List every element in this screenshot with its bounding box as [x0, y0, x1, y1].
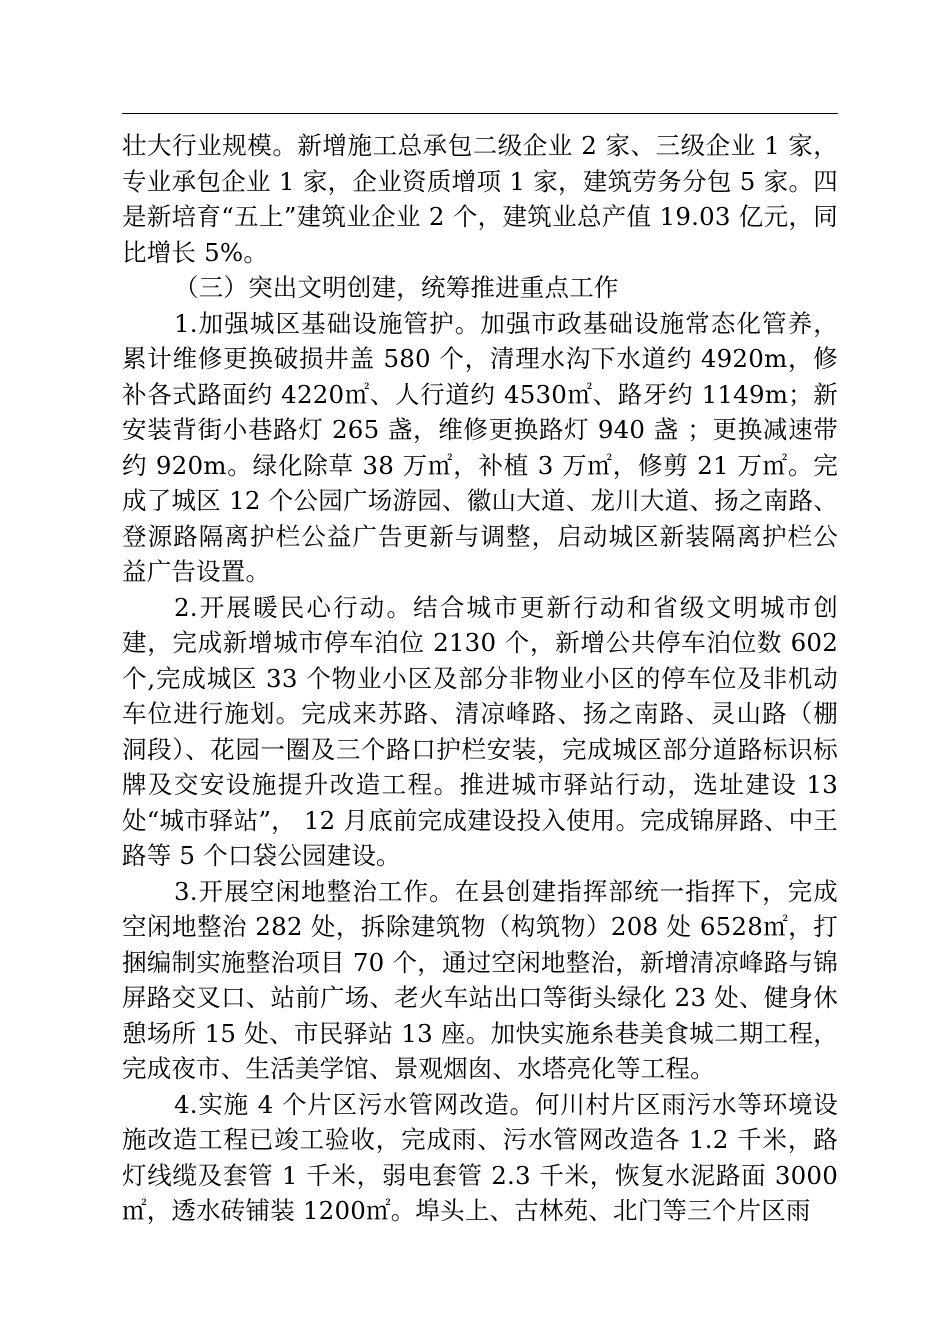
document-body	[122, 128, 838, 1229]
section-heading-civilization: （三）突出文明创建，统筹推进重点工作	[174, 273, 619, 302]
header-rule	[122, 113, 838, 114]
paragraph-industry-scale: 壮大行业规模。新增施工总承包二级企业 2 家、三级企业 1 家，专业承包企业 1 家，企业资质增项 1 家，建筑劳务分包 5 家。四是新培育“五上”建筑业企业 2 个，建筑业总产值 19.03 亿元，同比增长 5%。	[122, 131, 838, 267]
paragraph-vacant-land: 3.开展空闲地整治工作。在县创建指挥部统一指挥下，完成空闲地整治 282 处，拆除建筑物（构筑物）208 处 6528㎡，打捆编制实施整治项目 70 个，通过空闲地整治，新增清凉峰路与锦屏路交叉口、站前广场、老火车站出口等街头绿化 23 处、健身休憩场所 15 处、市民驿站 13 座。加快实施糸巷美食城二期工程，完成夜市、生活美学馆、景观烟囱、水塔亮化等工程。	[122, 876, 838, 1083]
paragraph-warm-heart-action: 2.开展暖民心行动。结合城市更新行动和省级文明城市创建，完成新增城市停车泊位 2130 个，新增公共停车泊位数 602 个,完成城区 33 个物业小区及部分非物业小区的停车位及非机动车位进行施划。完成来苏路、清凉峰路、扬之南路、灵山路（棚洞段）、花园一圈及三个路口护栏安装，完成城区部分道路标识标牌及交安设施提升改造工程。推进城市驿站行动，选址建设 13 处“城市驿站”， 12 月底前完成建设投入使用。完成锦屏路、中王路等 5 个口袋公园建设。	[122, 592, 838, 870]
paragraph-sewage-network: 4.实施 4 个片区污水管网改造。何川村片区雨污水等环境设施改造工程已竣工验收，完成雨、污水管网改造各 1.2 千米，路灯线缆及套管 1 千米，弱电套管 2.3 千米，恢复水泥路面 3000㎡，透水砖铺装 1200㎡。埠头上、古林苑、北门等三个片区雨	[122, 1089, 838, 1225]
paragraph-infrastructure: 1.加强城区基础设施管护。加强市政基础设施常态化管养，累计维修更换破损井盖 580 个，清理水沟下水道约 4920m，修补各式路面约 4220㎡、人行道约 4530㎡、路牙约 1149m；新安装背街小巷路灯 265 盏，维修更换路灯 940 盏 ；更换减速带约 920m。绿化除草 38 万㎡，补植 3 万㎡，修剪 21 万㎡。完成了城区 12 个公园广场游园、徽山大道、龙川大道、扬之南路、登源路隔离护栏公益广告更新与调整，启动城区新装隔离护栏公益广告设置。	[122, 308, 838, 586]
